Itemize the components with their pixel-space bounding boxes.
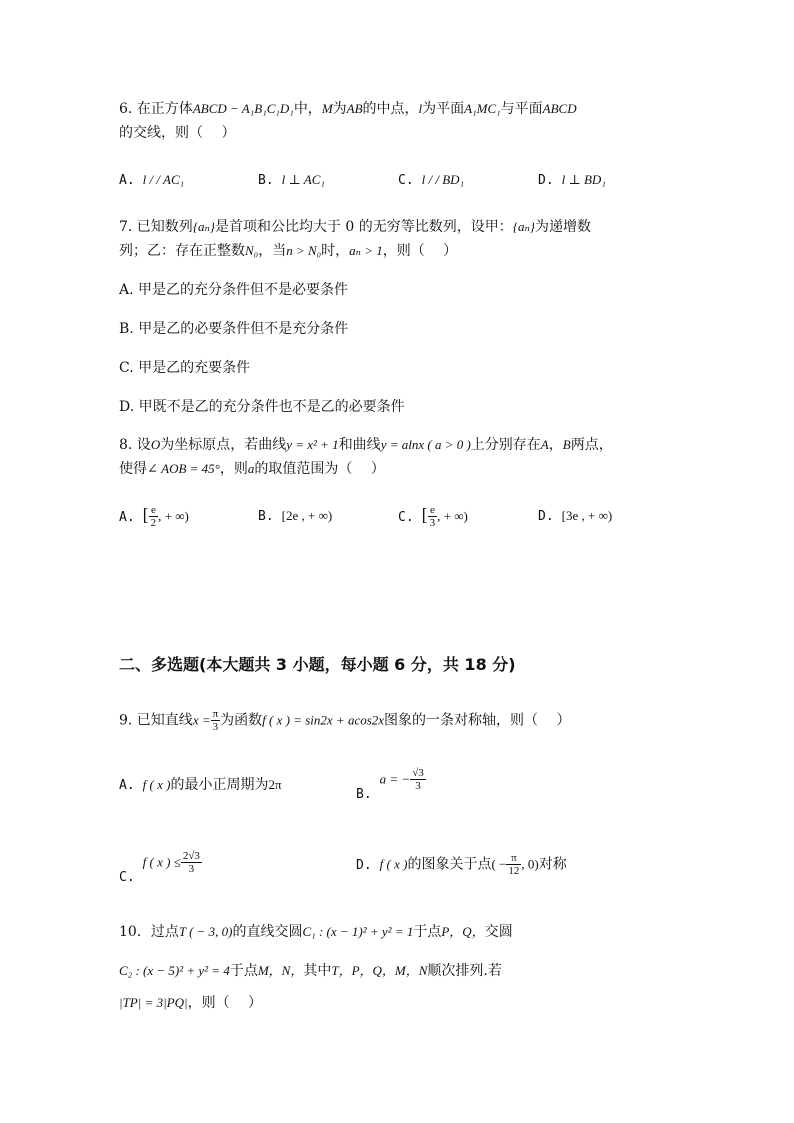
q7-option-d: D. 甲既不是乙的充分条件也不是乙的必要条件 (119, 399, 405, 415)
q9-option-b: B.a = − $\frac{√3}{3}$ (356, 767, 424, 802)
q7-option-b: B. 甲是乙的必要条件但不是充分条件 (119, 321, 349, 337)
q7-option-c: C. 甲是乙的充要条件 (119, 360, 251, 376)
q9-option-c: C.f ( x ) ≤ $\frac{2√3}{3}$ (119, 850, 200, 885)
q7-stem-line1: 7. 已知数列{aₙ}是首项和公比均大于 0 的无穷等比数列，设甲：{aₙ}为递增数 (119, 219, 591, 235)
q8-stem-line1: 8. 设O为坐标原点，若曲线y = x² + 1和曲线y = alnx ( a > 0 )上分别存在A，B两点， (119, 437, 613, 453)
q8-option-b: B. [2e , + ∞) (258, 508, 333, 524)
q8-option-d: D. [3e , + ∞) (538, 508, 613, 524)
q8-stem-line2: 使得∠ AOB = 45°，则a的取值范围为（ ） (119, 461, 385, 477)
q6-stem-line2: 的交线，则（ ） (119, 125, 236, 141)
q9-option-a: A. f ( x )的最小正周期为2π (119, 777, 282, 793)
q9-stem: 9. 已知直线x = $\frac{\pi}{3}$ 为函数f ( x ) = sin2x + acos2x图象的一条对称轴，则（ ） (119, 708, 571, 733)
q9-option-d: D. f ( x )的图象关于点( − $\frac{\pi}{12}$ , 0)对称 (356, 852, 567, 877)
section-heading: 二、多选题(本大题共 3 小题，每小题 6 分，共 18 分) (119, 655, 516, 674)
q6-option-b: B. l ⊥ AC₁ (258, 172, 325, 188)
q10-stem-line1: 10．过点T ( − 3, 0)的直线交圆C₁ : (x − 1)² + y² = 1于点P，Q，交圆 (119, 924, 513, 940)
q6-option-c: C. l / / BD₁ (398, 172, 465, 188)
q6-option-a: A. l / / AC₁ (119, 172, 185, 188)
q6-option-d: D. l ⊥ BD₁ (538, 172, 606, 188)
q8-option-c: C. [ $\frac{e}{3}$ , + ∞) (398, 504, 468, 529)
q7-stem-line2: 列；乙：存在正整数N₀，当n > N₀时，aₙ > 1，则（ ） (119, 243, 458, 259)
q10-stem-line3: |TP| = 3|PQ|，则（ ） (119, 995, 263, 1011)
q10-stem-line2: C₂ : (x − 5)² + y² = 4于点M，N，其中T，P，Q，M，N顺次排列.若 (119, 963, 502, 979)
q7-option-a: A. 甲是乙的充分条件但不是必要条件 (119, 282, 349, 298)
q8-option-a: A. [ $\frac{e}{2}$ , + ∞) (119, 504, 189, 529)
q6-stem-line1: 6. 在正方体ABCD − A₁B₁C₁D₁中，M为AB的中点，l为平面A₁MC₁与平面ABCD (119, 101, 577, 117)
